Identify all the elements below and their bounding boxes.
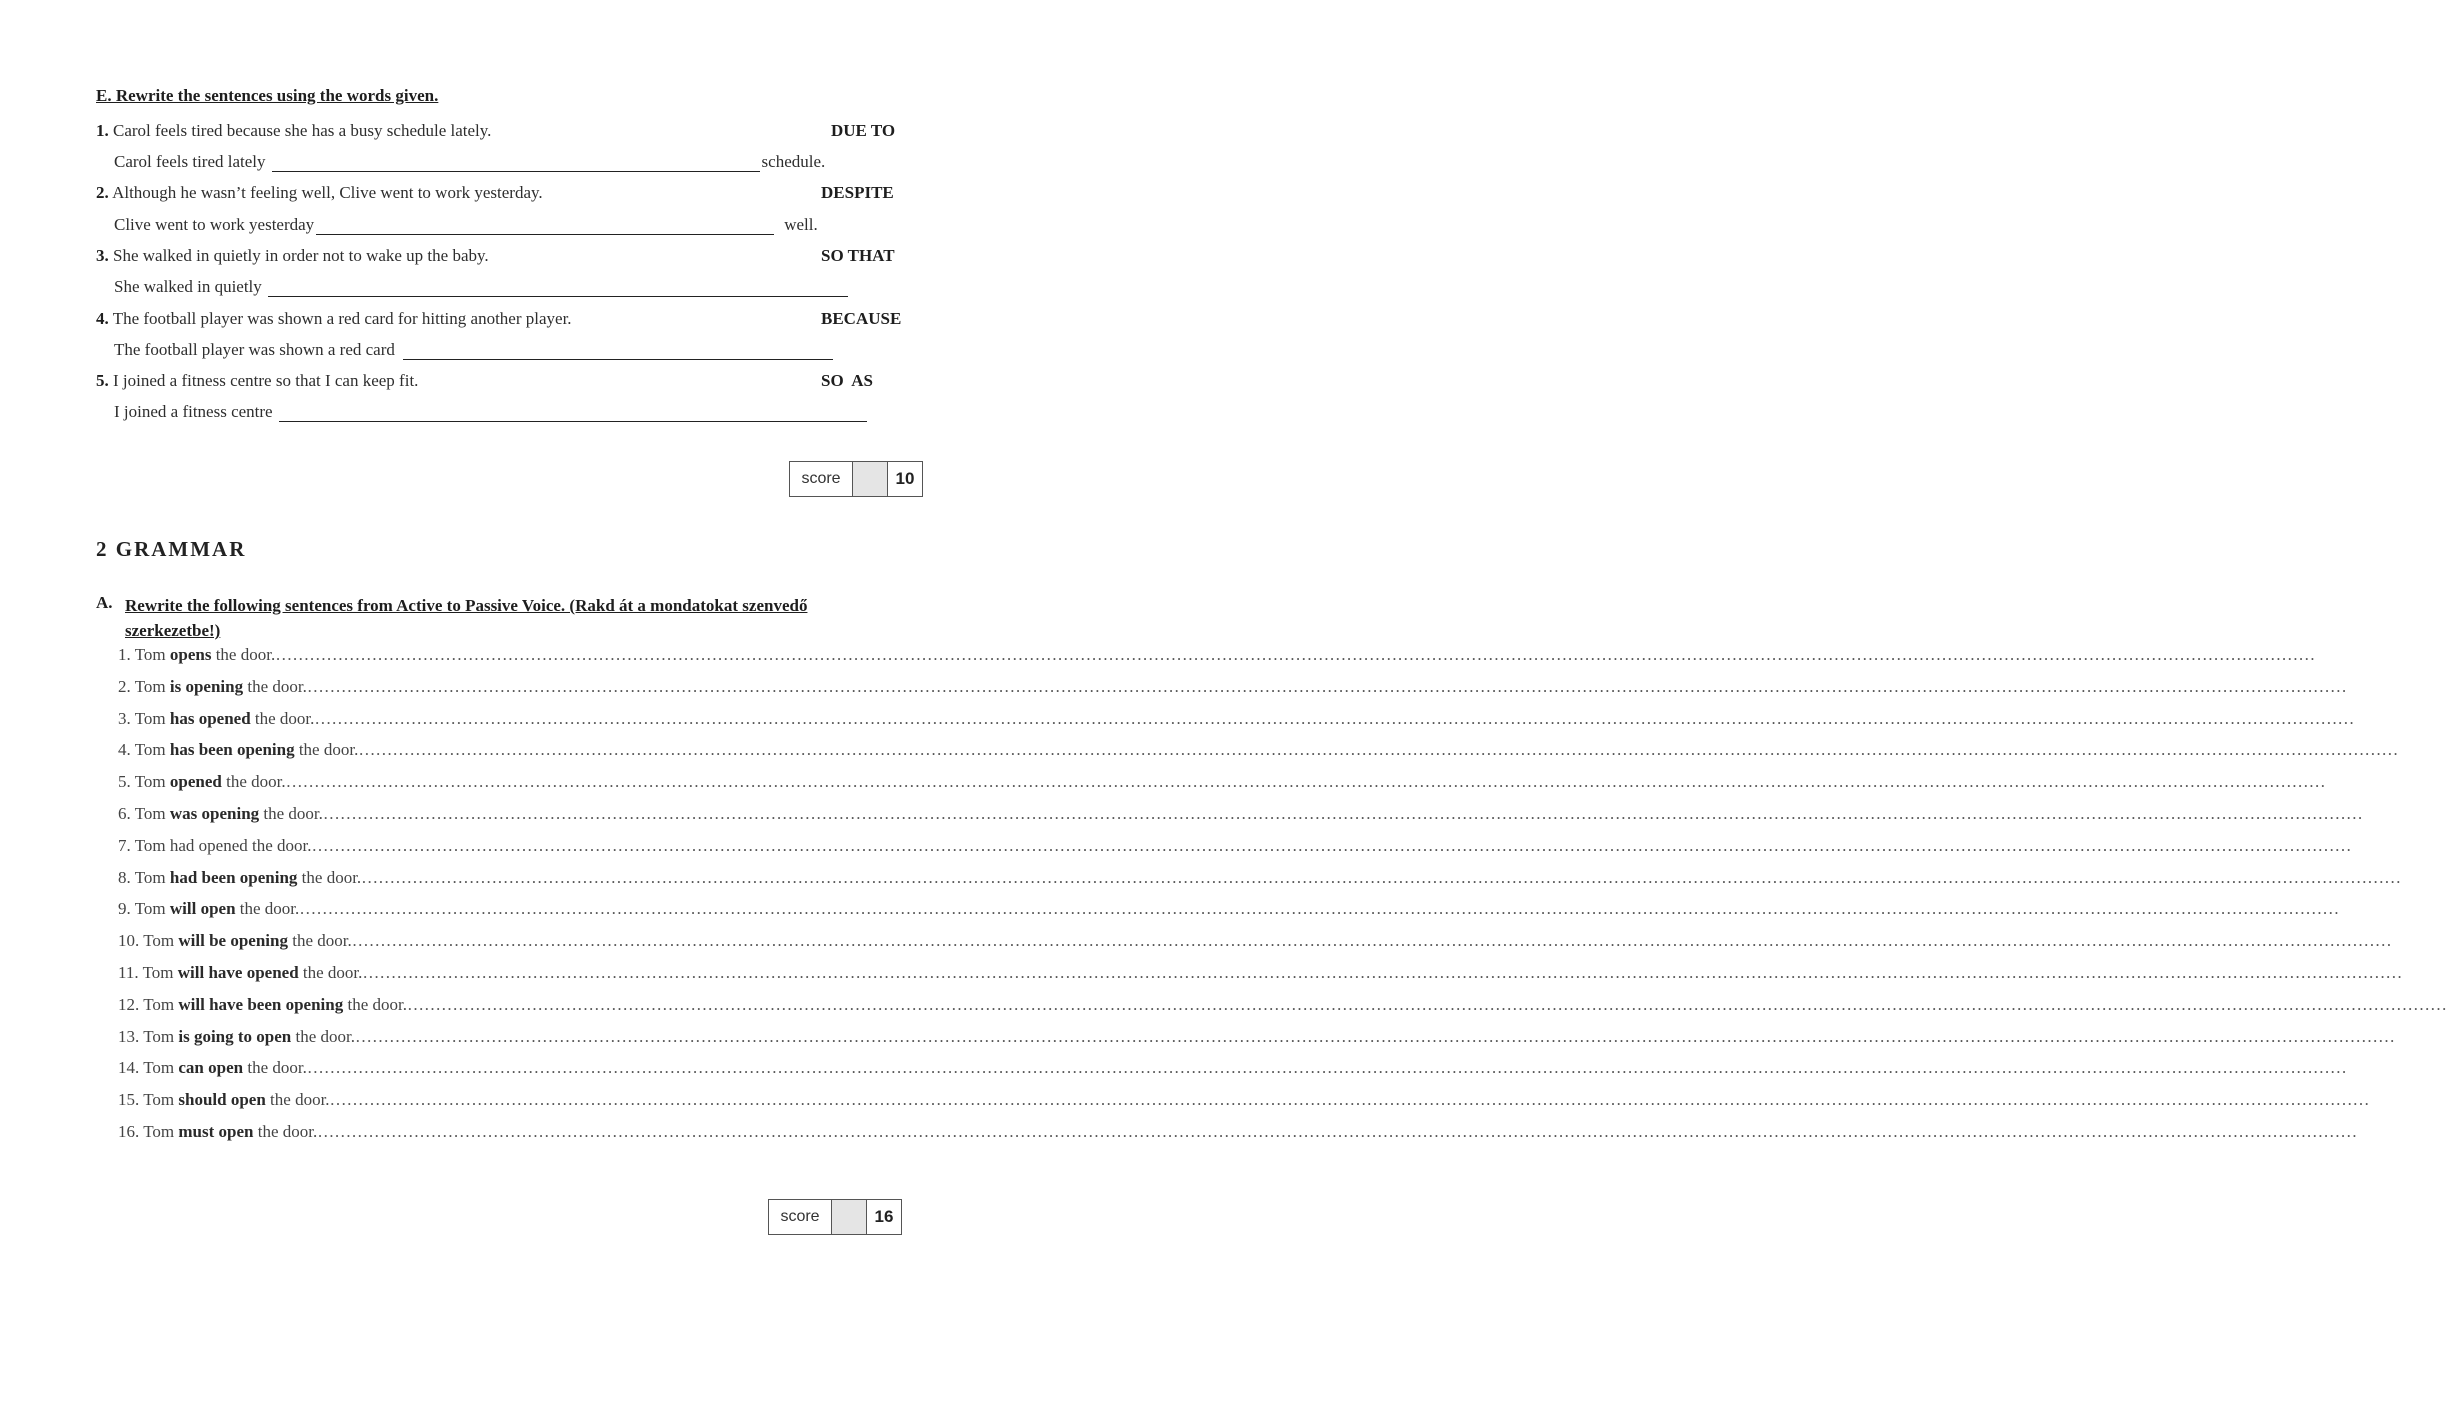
grammar-title: 2 GRAMMAR <box>96 537 247 561</box>
answer-dotted-line[interactable]: ……………………………………………………………………………………………………………………………………………………………………………………………………………………………………………………………………………………………………………………………… <box>306 676 2347 696</box>
passive-item <box>118 931 2392 951</box>
item-number: 3. <box>118 708 131 728</box>
item-verb: is going to open <box>178 1026 292 1046</box>
passive-item <box>118 963 2403 983</box>
keyword-1: DUE TO <box>831 121 896 140</box>
question-3: 3. She walked in quietly in order not to wake up the baby. <box>96 246 489 265</box>
item-object: the door. <box>254 708 315 728</box>
score-input[interactable] <box>832 1200 867 1234</box>
passive-item <box>118 867 2402 888</box>
answer-dotted-line[interactable]: ……………………………………………………………………………………………………………………………………………………………………………………………………………………………………………………………………………………………………………………………… <box>358 740 2399 760</box>
item-object: the door. <box>292 931 352 951</box>
answer-line-1: Carol feels tired lately schedule. <box>114 152 826 171</box>
item-sentence <box>118 931 352 951</box>
answer-dotted-line[interactable]: ……………………………………………………………………………………………………………………………………………………………………………………………………………………………………………………………………………………………………………………………… <box>317 1122 2358 1141</box>
keyword-4: BECAUSE <box>821 309 902 328</box>
item-object: the door. <box>215 645 276 664</box>
item-verb: must open <box>178 1122 254 1141</box>
answer-dotted-line[interactable]: ……………………………………………………………………………………………………………………………………………………………………………………………………………………………………………………………………………………………………………………………… <box>311 835 2352 855</box>
item-object: the door. <box>298 740 359 760</box>
item-sentence <box>118 995 407 1015</box>
question-4: 4. The football player was shown a red card for hitting another player. <box>96 309 572 328</box>
score-label: score <box>769 1200 832 1234</box>
item-sentence <box>118 899 299 919</box>
passive-item <box>118 740 2399 760</box>
item-object: the door. <box>347 994 407 1014</box>
answer-blank-1[interactable] <box>272 156 760 172</box>
passive-item <box>118 1122 2358 1142</box>
answer-blank-5[interactable] <box>279 406 867 422</box>
item-number: 15. <box>118 1090 140 1110</box>
item-sentence <box>118 677 307 697</box>
keyword-3: SO THAT <box>821 246 895 265</box>
passive-item <box>118 1026 2396 1047</box>
answer-blank-2[interactable] <box>316 219 774 235</box>
item-verb: can open <box>178 1058 244 1078</box>
item-subject: Tom <box>134 772 166 792</box>
item-subject: Tom <box>134 804 166 823</box>
item-object: the door. <box>252 835 312 855</box>
score-total: 16 <box>874 1207 894 1226</box>
item-sentence <box>118 772 286 792</box>
item-subject: Tom <box>143 1058 175 1078</box>
answer-dotted-line[interactable]: ……………………………………………………………………………………………………………………………………………………………………………………………………………………………………………………………………………………………………………………………… <box>361 867 2402 887</box>
item-object: the door. <box>301 867 362 887</box>
answer-dotted-line[interactable]: ……………………………………………………………………………………………………………………………………………………………………………………………………………………………………………………………………………………………………………………………… <box>314 708 2355 728</box>
item-sentence <box>118 868 361 888</box>
item-object: the door. <box>270 1090 330 1110</box>
item-verb: has opened <box>169 708 251 728</box>
passive-item <box>118 1058 2347 1078</box>
score-input[interactable] <box>853 462 888 496</box>
item-object: the door. <box>247 676 307 696</box>
answer-dotted-line[interactable]: ……………………………………………………………………………………………………………………………………………………………………………………………………………………………………………………………………………………………………………………………… <box>406 994 2447 1014</box>
item-number: 10. <box>118 931 140 951</box>
item-number: 4. <box>118 740 131 760</box>
item-number: 12. <box>118 994 140 1014</box>
item-number: 16. <box>118 1122 140 1141</box>
item-number: 2. <box>118 676 131 696</box>
item-sentence <box>118 836 312 856</box>
item-number: 1. <box>118 645 131 664</box>
answer-dotted-line[interactable]: ……………………………………………………………………………………………………………………………………………………………………………………………………………………………………………………………………………………………………………………………… <box>285 772 2326 792</box>
keyword-2: DESPITE <box>821 183 894 202</box>
item-object: the door. <box>302 963 363 982</box>
answer-blank-4[interactable] <box>403 344 833 360</box>
answer-dotted-line[interactable]: ……………………………………………………………………………………………………………………………………………………………………………………………………………………………………………………………………………………………………………………………… <box>351 931 2392 951</box>
item-sentence <box>118 1058 307 1078</box>
item-object: the door. <box>247 1058 307 1078</box>
item-sentence <box>118 1122 317 1142</box>
answer-line-4: The football player was shown a red card <box>114 340 835 360</box>
answer-dotted-line[interactable]: ……………………………………………………………………………………………………………………………………………………………………………………………………………………………………………………………………………………………………………………………… <box>355 1026 2396 1046</box>
item-subject: Tom <box>143 1090 175 1110</box>
item-number: 13. <box>118 1026 140 1046</box>
answer-dotted-line[interactable]: ……………………………………………………………………………………………………………………………………………………………………………………………………………………………………………………………………………………………………………………………… <box>275 645 2316 664</box>
item-verb: is opening <box>169 676 244 696</box>
answer-line-3: She walked in quietly <box>114 277 850 297</box>
item-verb: was opening <box>169 804 260 823</box>
item-sentence <box>118 740 358 760</box>
item-number: 7. <box>118 835 131 855</box>
item-subject: Tom <box>134 708 166 728</box>
item-verb: opened <box>169 772 222 792</box>
item-sentence <box>118 804 323 824</box>
answer-line-2: Clive went to work yesterday well. <box>114 215 818 234</box>
part-a-instruction: Rewrite the following sentences from Active to Passive Voice. (Rakd át a mondatokat szenvedő szerkezetbe!) <box>125 596 808 640</box>
passive-item <box>118 899 2340 919</box>
section-e-title: E. Rewrite the sentences using the words given. <box>96 86 439 105</box>
item-number: 8. <box>118 867 131 887</box>
item-verb: will open <box>169 899 236 919</box>
score-label: score <box>790 462 853 496</box>
item-sentence <box>118 645 275 665</box>
item-verb: had opened <box>169 835 248 855</box>
part-a-letter: A. <box>96 593 113 612</box>
score-box-e <box>789 461 923 497</box>
item-verb: opens <box>169 645 212 664</box>
passive-item <box>118 708 2355 729</box>
question-5: 5. I joined a fitness centre so that I can keep fit. <box>96 371 419 390</box>
passive-item <box>118 994 2447 1015</box>
item-subject: Tom <box>134 740 166 760</box>
answer-dotted-line[interactable]: ……………………………………………………………………………………………………………………………………………………………………………………………………………………………………………………………………………………………………………………………… <box>306 1058 2347 1078</box>
item-sentence <box>118 709 314 729</box>
item-subject: Tom <box>143 1122 175 1141</box>
keyword-5: SO AS <box>821 371 873 390</box>
item-subject: Tom <box>142 963 174 982</box>
item-sentence <box>118 963 362 983</box>
item-verb: will have opened <box>177 963 299 982</box>
passive-item <box>118 645 2316 665</box>
passive-item <box>118 1090 2370 1110</box>
item-number: 14. <box>118 1058 140 1078</box>
item-verb: has been opening <box>169 740 295 760</box>
item-sentence <box>118 1090 330 1110</box>
item-subject: Tom <box>143 1026 175 1046</box>
score-total: 10 <box>895 469 915 488</box>
item-object: the door. <box>263 804 323 823</box>
item-sentence <box>118 1027 355 1047</box>
item-subject: Tom <box>134 645 166 664</box>
item-subject: Tom <box>134 899 166 919</box>
passive-item <box>118 772 2326 792</box>
item-verb: will be opening <box>178 931 288 951</box>
passive-item <box>118 804 2363 824</box>
answer-line-5: I joined a fitness centre <box>114 402 869 422</box>
passive-item <box>118 835 2352 856</box>
item-object: the door. <box>257 1122 318 1141</box>
passive-item <box>118 676 2347 697</box>
item-subject: Tom <box>143 931 175 951</box>
item-number: 9. <box>118 899 131 919</box>
item-subject: Tom <box>143 994 175 1014</box>
answer-dotted-line[interactable]: ……………………………………………………………………………………………………………………………………………………………………………………………………………………………………………………………………………………………………………………………… <box>362 963 2403 982</box>
item-subject: Tom <box>134 835 166 855</box>
item-subject: Tom <box>134 676 166 696</box>
item-verb: should open <box>178 1090 266 1110</box>
item-object: the door. <box>226 772 286 792</box>
question-1: 1. Carol feels tired because she has a busy schedule lately. <box>96 121 492 140</box>
item-number: 5. <box>118 772 131 792</box>
item-object: the door. <box>239 899 300 919</box>
score-box-grammar <box>768 1199 902 1235</box>
item-object: the door. <box>295 1026 356 1046</box>
answer-dotted-line[interactable]: ……………………………………………………………………………………………………………………………………………………………………………………………………………………………………………………………………………………………………………………………… <box>322 804 2363 823</box>
item-verb: will have been opening <box>178 994 344 1014</box>
question-2: 2. Although he wasn’t feeling well, Clive went to work yesterday. <box>96 183 543 202</box>
item-subject: Tom <box>134 867 166 887</box>
answer-blank-3[interactable] <box>268 281 848 297</box>
answer-dotted-line[interactable]: ……………………………………………………………………………………………………………………………………………………………………………………………………………………………………………………………………………………………………………………………… <box>299 899 2340 919</box>
item-verb: had been opening <box>169 867 298 887</box>
answer-dotted-line[interactable]: ……………………………………………………………………………………………………………………………………………………………………………………………………………………………………………………………………………………………………………………………… <box>329 1090 2370 1110</box>
item-number: 6. <box>118 804 131 823</box>
item-number: 11. <box>118 963 139 982</box>
